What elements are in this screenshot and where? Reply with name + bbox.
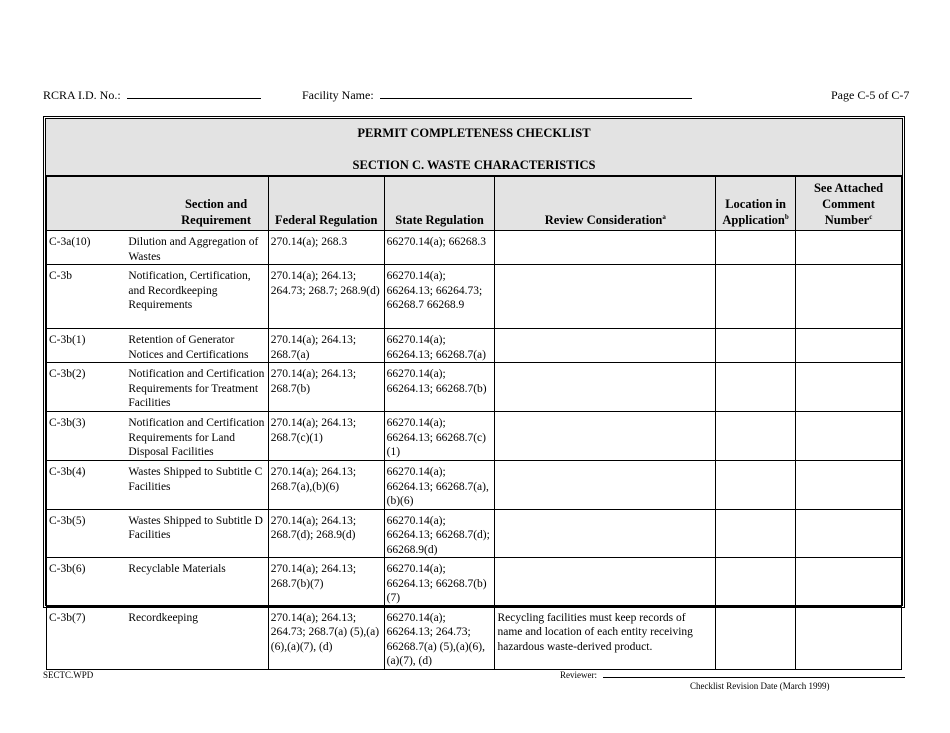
table-row: [47, 558, 902, 607]
row-id: C-3a(10): [47, 231, 127, 265]
col-header-comment-text: See Attached Comment Number: [813, 181, 884, 227]
facility-name-field: [302, 88, 692, 103]
row-federal: 270.14(a); 264.13; 264.73; 268.7; 268.9(d): [268, 265, 384, 329]
row-review: Recycling facilities must keep records of name and location of each entity receiving hazardous waste-derived product.: [495, 606, 716, 669]
row-id: C-3b: [47, 265, 127, 329]
row-location[interactable]: [716, 558, 796, 607]
row-comment[interactable]: [796, 606, 902, 669]
row-review: [495, 329, 716, 363]
row-location[interactable]: [716, 231, 796, 265]
row-state: 66270.14(a); 66264.13; 66268.7(b): [384, 363, 495, 412]
row-state: 66270.14(a); 66264.13; 66268.7(c)(1): [384, 412, 495, 461]
row-requirement: Notification, Certification, and Recordkeeping Requirements: [126, 265, 268, 329]
row-review: [495, 231, 716, 265]
row-id: C-3b(3): [47, 412, 127, 461]
section-title: SECTION C. WASTE CHARACTERISTICS: [352, 158, 596, 172]
footnote-a: a: [662, 212, 666, 221]
row-comment[interactable]: [796, 461, 902, 510]
row-id: C-3b(2): [47, 363, 127, 412]
row-federal: 270.14(a); 264.13; 268.7(c)(1): [268, 412, 384, 461]
row-comment[interactable]: [796, 558, 902, 607]
col-header-review: [495, 177, 716, 231]
column-header-row: [47, 177, 902, 231]
table-row: [47, 606, 902, 669]
col-header-state: State Regulation: [384, 177, 495, 231]
row-requirement: Dilution and Aggregation of Wastes: [126, 231, 268, 265]
rcra-id-field: [43, 88, 261, 103]
row-review: [495, 461, 716, 510]
row-location[interactable]: [716, 509, 796, 558]
row-state: 66270.14(a); 66264.13; 66268.7(a),(b)(6): [384, 461, 495, 510]
row-comment[interactable]: [796, 329, 902, 363]
row-requirement: Recordkeeping: [126, 606, 268, 669]
col-header-location: [716, 177, 796, 231]
row-review: [495, 265, 716, 329]
title-band: [46, 119, 902, 176]
file-name: SECTC.WPD: [43, 670, 94, 680]
table-row: [47, 509, 902, 558]
row-requirement: Wastes Shipped to Subtitle D Facilities: [126, 509, 268, 558]
row-comment[interactable]: [796, 265, 902, 329]
row-requirement: Retention of Generator Notices and Certifications: [126, 329, 268, 363]
row-federal: 270.14(a); 264.13; 268.7(d); 268.9(d): [268, 509, 384, 558]
table-row: [47, 231, 902, 265]
row-state: 66270.14(a); 66264.13; 66268.7(a): [384, 329, 495, 363]
row-requirement: Notification and Certification Requirements for Land Disposal Facilities: [126, 412, 268, 461]
row-location[interactable]: [716, 412, 796, 461]
col-header-review-text: Review Consideration: [544, 213, 663, 227]
facility-name-blank[interactable]: [380, 88, 692, 99]
reviewer-label: Reviewer:: [560, 670, 597, 680]
table-row: [47, 265, 902, 329]
row-federal: 270.14(a); 264.13; 268.7(b)(7): [268, 558, 384, 607]
row-id: C-3b(5): [47, 509, 127, 558]
reviewer-blank[interactable]: [603, 670, 905, 678]
row-state: 66270.14(a); 66264.13; 66264.73; 66268.7 66268.9: [384, 265, 495, 329]
rcra-id-label: RCRA I.D. No.:: [43, 88, 121, 102]
row-comment[interactable]: [796, 363, 902, 412]
col-header-federal: Federal Regulation: [268, 177, 384, 231]
row-federal: 270.14(a); 264.13; 268.7(b): [268, 363, 384, 412]
reviewer-field: [560, 670, 905, 680]
checklist-frame: [43, 116, 905, 667]
row-state: 66270.14(a); 66264.13; 66268.7(b)(7): [384, 558, 495, 607]
row-requirement: Wastes Shipped to Subtitle C Facilities: [126, 461, 268, 510]
row-id: C-3b(1): [47, 329, 127, 363]
row-state: 66270.14(a); 66264.13; 264.73; 66268.7(a) (5),(a)(6),(a)(7), (d): [384, 606, 495, 669]
row-comment[interactable]: [796, 509, 902, 558]
revision-date: Checklist Revision Date (March 1999): [690, 681, 830, 691]
row-federal: 270.14(a); 264.13; 264.73; 268.7(a) (5),(a)(6),(a)(7), (d): [268, 606, 384, 669]
row-requirement: Recyclable Materials: [126, 558, 268, 607]
checklist-table: [46, 176, 902, 670]
table-row: [47, 461, 902, 510]
row-federal: 270.14(a); 264.13; 268.7(a),(b)(6): [268, 461, 384, 510]
facility-name-label: Facility Name:: [302, 88, 374, 102]
row-review: [495, 558, 716, 607]
col-header-section: Section and Requirement: [126, 177, 268, 231]
row-review: [495, 412, 716, 461]
row-state: 66270.14(a); 66264.13; 66268.7(d); 66268.9(d): [384, 509, 495, 558]
row-comment[interactable]: [796, 231, 902, 265]
row-federal: 270.14(a); 264.13; 268.7(a): [268, 329, 384, 363]
row-location[interactable]: [716, 329, 796, 363]
table-row: [47, 412, 902, 461]
row-state: 66270.14(a); 66268.3: [384, 231, 495, 265]
row-id: C-3b(7): [47, 606, 127, 669]
col-header-location-text: Location in Application: [722, 197, 786, 227]
row-requirement: Notification and Certification Requirements for Treatment Facilities: [126, 363, 268, 412]
footnote-c: c: [869, 212, 873, 221]
col-header-comment: [796, 177, 902, 231]
table-row: [47, 363, 902, 412]
row-location[interactable]: [716, 363, 796, 412]
row-id: C-3b(4): [47, 461, 127, 510]
row-comment[interactable]: [796, 412, 902, 461]
row-federal: 270.14(a); 268.3: [268, 231, 384, 265]
table-row: [47, 329, 902, 363]
col-header-id: [47, 177, 127, 231]
footnote-b: b: [784, 212, 789, 221]
row-id: C-3b(6): [47, 558, 127, 607]
checklist-title: PERMIT COMPLETENESS CHECKLIST: [357, 126, 591, 140]
row-location[interactable]: [716, 265, 796, 329]
row-review: [495, 509, 716, 558]
row-review: [495, 363, 716, 412]
rcra-id-blank[interactable]: [127, 88, 261, 99]
page-number: Page C-5 of C-7: [831, 88, 910, 102]
row-location[interactable]: [716, 606, 796, 669]
row-location[interactable]: [716, 461, 796, 510]
